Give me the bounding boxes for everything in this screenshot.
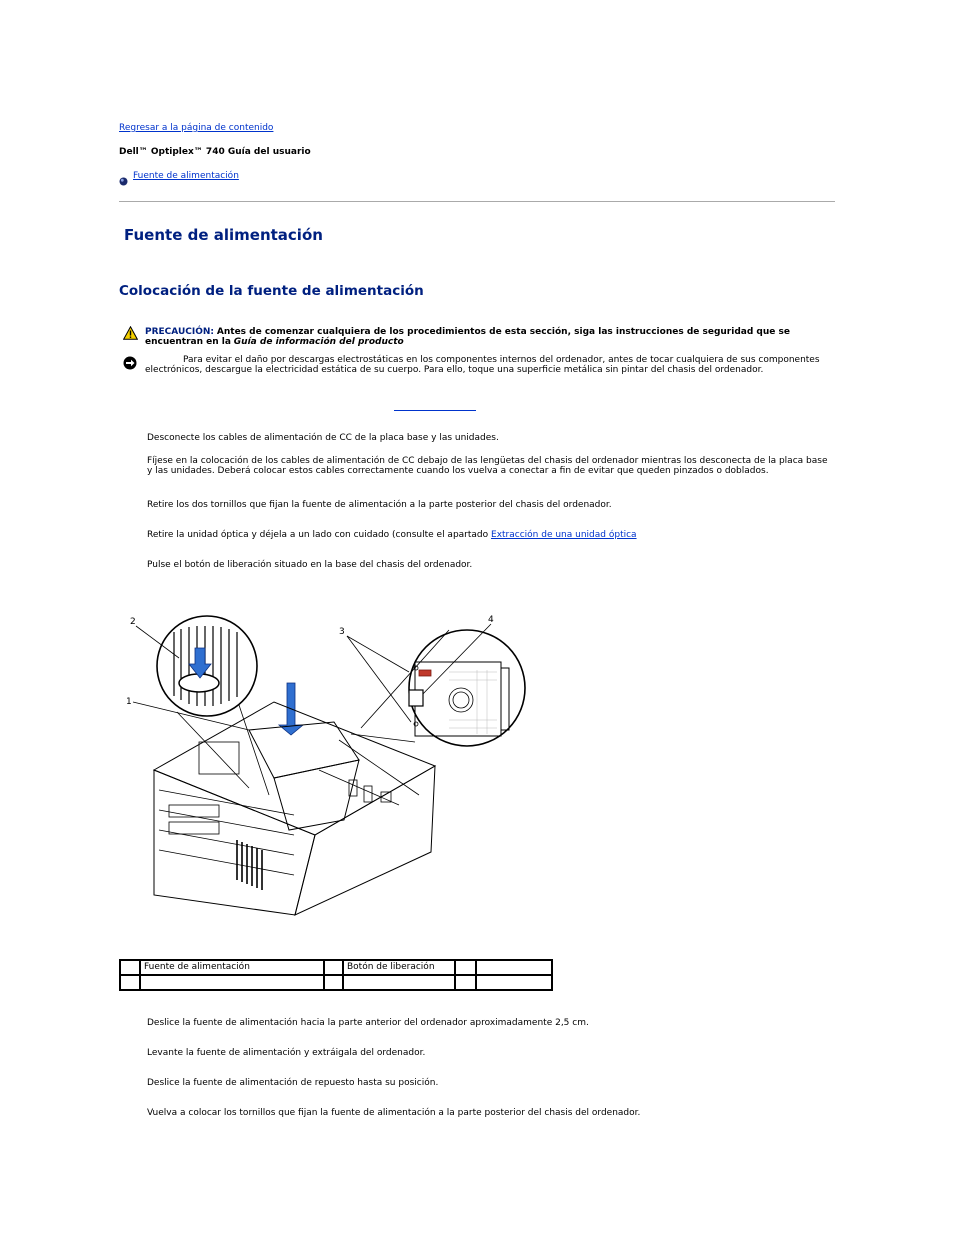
guide-title: Dell™ Optiplex™ 740 Guía del usuario xyxy=(119,147,311,157)
legend-cell xyxy=(120,975,140,990)
step-lift-out: Levante la fuente de alimentación y extráigala del ordenador. xyxy=(147,1048,426,1058)
bullet-icon xyxy=(119,171,128,180)
step-disconnect-cables: Desconecte los cables de alimentación de CC de la placa base y las unidades. xyxy=(147,433,499,443)
optical-drive-removal-link[interactable]: Extracción de una unidad óptica xyxy=(491,530,637,540)
step-remove-screws: Retire los dos tornillos que fijan la fuente de alimentación a la parte posterior del chasis del ordenador. xyxy=(147,500,612,510)
link-underline[interactable] xyxy=(394,410,476,411)
caution-label: PRECAUCIÓN: xyxy=(145,327,215,337)
callout-3: 3 xyxy=(339,627,345,637)
step-cable-note: Fíjese en la colocación de los cables de alimentación de CC debajo de las lengüetas del chasis del ordenador mientras los desconecta de la placa base y las unidades. Deberá colocar estos cables correctamente cuando los vuelva a conectar a fin de evitar que queden pinzados o doblados. xyxy=(147,456,828,476)
step-remove-optical-text: Retire la unidad óptica y déjela a un lado con cuidado (consulte el apartado xyxy=(147,530,492,540)
step-remove-optical xyxy=(147,530,637,540)
legend-cell xyxy=(140,975,324,990)
callout-2: 2 xyxy=(130,617,136,627)
legend-row xyxy=(120,960,552,975)
divider xyxy=(119,201,835,202)
toc-power-supply-link[interactable]: Fuente de alimentación xyxy=(133,171,239,181)
legend-cell xyxy=(324,975,343,990)
legend-cell xyxy=(476,960,552,975)
legend-cell xyxy=(476,975,552,990)
legend-cell xyxy=(120,960,140,975)
figure-legend-table xyxy=(119,959,553,991)
legend-cell xyxy=(455,975,476,990)
legend-cell xyxy=(324,960,343,975)
legend-cell xyxy=(343,975,455,990)
caution-text xyxy=(145,327,835,347)
legend-cell: Fuente de alimentación xyxy=(140,960,324,975)
callout-4: 4 xyxy=(488,615,494,625)
caution-book-title: Guía de información del producto xyxy=(233,337,404,347)
step-press-release: Pulse el botón de liberación situado en la base del chasis del ordenador. xyxy=(147,560,473,570)
step-replace-screws: Vuelva a colocar los tornillos que fijan la fuente de alimentación a la parte posterior del chasis del ordenador. xyxy=(147,1108,641,1118)
legend-cell xyxy=(455,960,476,975)
step-slide-forward: Deslice la fuente de alimentación hacia la parte anterior del ordenador aproximadamente 2,5 cm. xyxy=(147,1018,589,1028)
step-slide-replacement: Deslice la fuente de alimentación de repuesto hasta su posición. xyxy=(147,1078,439,1088)
notice-text: Para evitar el daño por descargas electrostáticas en los componentes internos del ordenador, antes de tocar cualquiera de sus componentes electrónicos, descargue la electricidad estática de su cuerpo. Para ello, toque una superficie metálica sin pintar del chasis del ordenador. xyxy=(145,355,820,375)
notice-icon xyxy=(123,355,137,369)
warning-triangle-icon xyxy=(123,325,138,339)
page-title: Fuente de alimentación xyxy=(124,226,323,244)
callout-1: 1 xyxy=(126,697,132,707)
legend-cell: Botón de liberación xyxy=(343,960,455,975)
back-to-contents-link[interactable]: Regresar a la página de contenido xyxy=(119,123,274,133)
power-supply-figure xyxy=(119,610,539,925)
section-title: Colocación de la fuente de alimentación xyxy=(119,283,424,299)
caution-body: Antes de comenzar cualquiera de los procedimientos de esta sección, siga las instrucciones de seguridad que se encuentran en la xyxy=(145,327,790,347)
legend-row xyxy=(120,975,552,990)
